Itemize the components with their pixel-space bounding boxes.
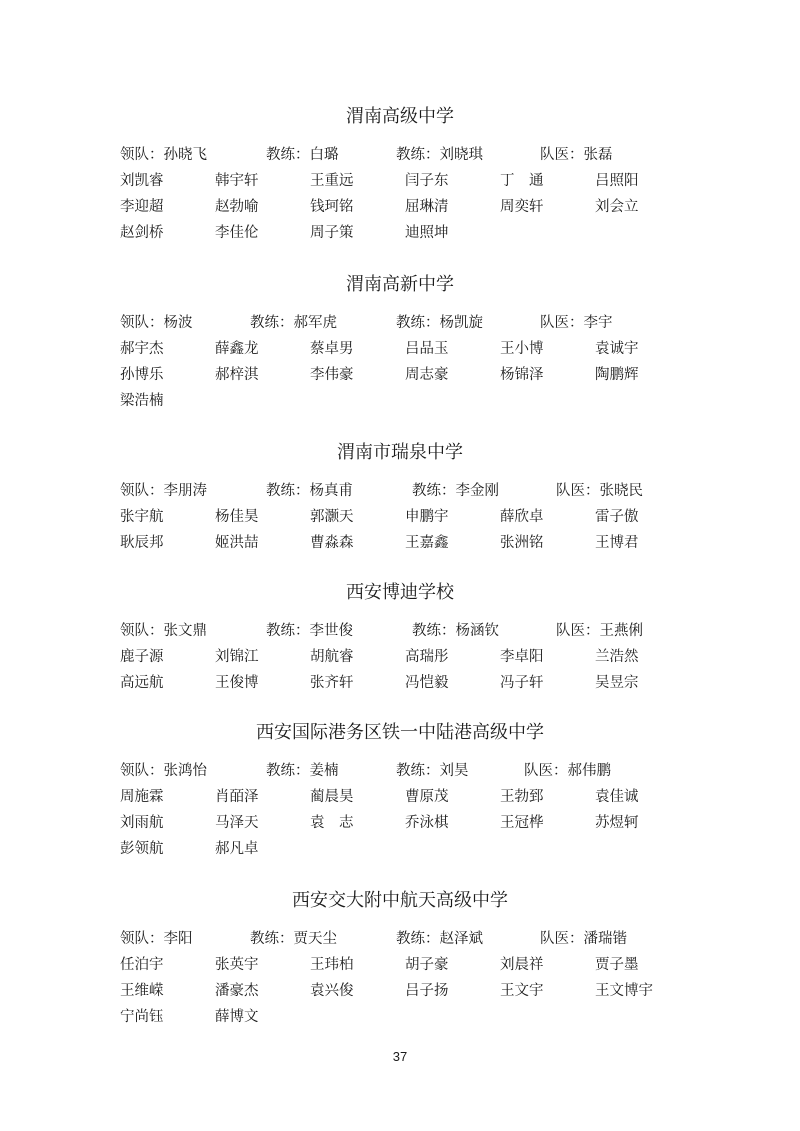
coach: 教练：刘晓琪 [396,147,483,163]
player-name: 彭领航 [120,841,164,857]
player-name: 兰浩然 [595,649,639,665]
player-name: 张宇航 [120,509,164,525]
player-name: 潘豪杰 [215,983,259,999]
player-name: 丁 通 [500,173,544,189]
player-name: 姬洪喆 [215,535,259,551]
player-name: 周子策 [310,225,354,241]
player-name: 薛欣卓 [500,509,544,525]
player-name: 刘锦江 [215,649,259,665]
player-name: 李佳伦 [215,225,259,241]
player-name: 刘雨航 [120,815,164,831]
player-name: 雷子傲 [595,509,639,525]
player-name: 申鹏宇 [405,509,449,525]
staff-row [120,926,680,952]
player-name: 陶鹏辉 [595,367,639,383]
player-name: 郝梓淇 [215,367,259,383]
player-name: 冯恺毅 [405,675,449,691]
player-name: 高瑞彤 [405,649,449,665]
player-name: 马泽天 [215,815,259,831]
player-name: 曹原茂 [405,789,449,805]
player-name: 鹿子源 [120,649,164,665]
player-name: 蔡卓男 [310,341,354,357]
coach: 教练：李金刚 [412,483,499,499]
player-name: 闫子东 [405,173,449,189]
player-name: 孙博乐 [120,367,164,383]
player-name: 袁诚宇 [595,341,639,357]
player-name: 耿辰邦 [120,535,164,551]
team-doctor: 队医：潘瑞锴 [540,931,627,947]
player-name: 吕子扬 [405,983,449,999]
page-number: 37 [392,1049,408,1064]
player-name: 周施霖 [120,789,164,805]
staff-row [120,758,680,784]
coach: 教练：姜楠 [266,763,339,779]
player-name: 王博君 [595,535,639,551]
player-name: 王维嵘 [120,983,164,999]
player-name: 任泊宇 [120,957,164,973]
coach: 教练：刘昊 [396,763,469,779]
player-name: 李伟豪 [310,367,354,383]
player-name: 肖皕泽 [215,789,259,805]
player-name: 王冠桦 [500,815,544,831]
player-name: 郭灏天 [310,509,354,525]
player-name: 刘会立 [595,199,639,215]
coach: 教练：杨涵钦 [412,623,499,639]
school-section [120,440,680,556]
player-name: 屈琳清 [405,199,449,215]
school-section [120,580,680,696]
coach: 教练：白璐 [266,147,339,163]
player-name: 赵勃喻 [215,199,259,215]
staff-row [120,478,680,504]
team-leader: 领队：李朋涛 [120,483,207,499]
team-leader: 领队：张文鼎 [120,623,207,639]
player-name: 吕品玉 [405,341,449,357]
school-title: 渭南高级中学 [346,106,454,127]
school-title: 西安交大附中航天高级中学 [292,890,508,911]
player-name: 郝凡卓 [215,841,259,857]
staff-row [120,142,680,168]
player-name: 王文博宇 [595,983,653,999]
school-title: 渭南高新中学 [346,274,454,295]
player-name: 胡航睿 [310,649,354,665]
team-leader: 领队：李阳 [120,931,193,947]
player-name: 袁 志 [310,815,354,831]
player-list [120,784,680,862]
team-doctor: 队医：张晓民 [556,483,643,499]
school-section [120,272,680,414]
player-name: 高远航 [120,675,164,691]
player-name: 苏煜轲 [595,815,639,831]
team-doctor: 队医：王燕俐 [556,623,643,639]
team-doctor: 队医：张磊 [540,147,613,163]
player-name: 蔺晨昊 [310,789,354,805]
player-list [120,952,680,1030]
player-name: 刘晨祥 [500,957,544,973]
player-name: 韩宇轩 [215,173,259,189]
player-name: 乔泳棋 [405,815,449,831]
team-doctor: 队医：郝伟鹏 [524,763,611,779]
school-title: 渭南市瑞泉中学 [337,442,463,463]
player-list [120,644,680,696]
coach: 教练：杨真甫 [266,483,353,499]
school-title: 西安国际港务区铁一中陆港高级中学 [256,722,544,743]
player-name: 杨佳昊 [215,509,259,525]
coach: 教练：贾天尘 [250,931,337,947]
player-name: 刘凯睿 [120,173,164,189]
player-list [120,504,680,556]
player-list [120,168,680,246]
player-name: 袁兴俊 [310,983,354,999]
player-name: 薛鑫龙 [215,341,259,357]
team-leader: 领队：张鸿怡 [120,763,207,779]
player-name: 王重远 [310,173,354,189]
team-leader: 领队：杨波 [120,315,193,331]
player-name: 曹淼森 [310,535,354,551]
player-name: 王小博 [500,341,544,357]
player-name: 梁浩楠 [120,393,164,409]
player-name: 袁佳诚 [595,789,639,805]
school-section [120,720,680,862]
player-name: 薛博文 [215,1009,259,1025]
player-name: 宁尚钰 [120,1009,164,1025]
coach: 教练：李世俊 [266,623,353,639]
player-name: 冯子轩 [500,675,544,691]
team-leader: 领队：孙晓飞 [120,147,207,163]
coach: 教练：杨凯旋 [396,315,483,331]
coach: 教练：赵泽斌 [396,931,483,947]
coach: 教练：郝军虎 [250,315,337,331]
player-name: 王勃郅 [500,789,544,805]
player-name: 杨锦泽 [500,367,544,383]
player-name: 赵剑桥 [120,225,164,241]
player-name: 张英宇 [215,957,259,973]
school-section [120,104,680,246]
player-name: 王俊博 [215,675,259,691]
player-name: 王嘉鑫 [405,535,449,551]
player-list [120,336,680,414]
player-name: 吴昱宗 [595,675,639,691]
player-name: 周志豪 [405,367,449,383]
player-name: 迪照坤 [405,225,449,241]
player-name: 李卓阳 [500,649,544,665]
school-section [120,888,680,1030]
player-name: 吕照阳 [595,173,639,189]
player-name: 李迎超 [120,199,164,215]
player-name: 王文宇 [500,983,544,999]
player-name: 周奕轩 [500,199,544,215]
player-name: 贾子墨 [595,957,639,973]
team-doctor: 队医：李宇 [540,315,613,331]
school-title: 西安博迪学校 [346,582,454,603]
player-name: 张齐轩 [310,675,354,691]
player-name: 胡子豪 [405,957,449,973]
player-name: 张洲铭 [500,535,544,551]
staff-row [120,618,680,644]
staff-row [120,310,680,336]
player-name: 郝宇杰 [120,341,164,357]
player-name: 钱珂铭 [310,199,354,215]
player-name: 王玮柏 [310,957,354,973]
